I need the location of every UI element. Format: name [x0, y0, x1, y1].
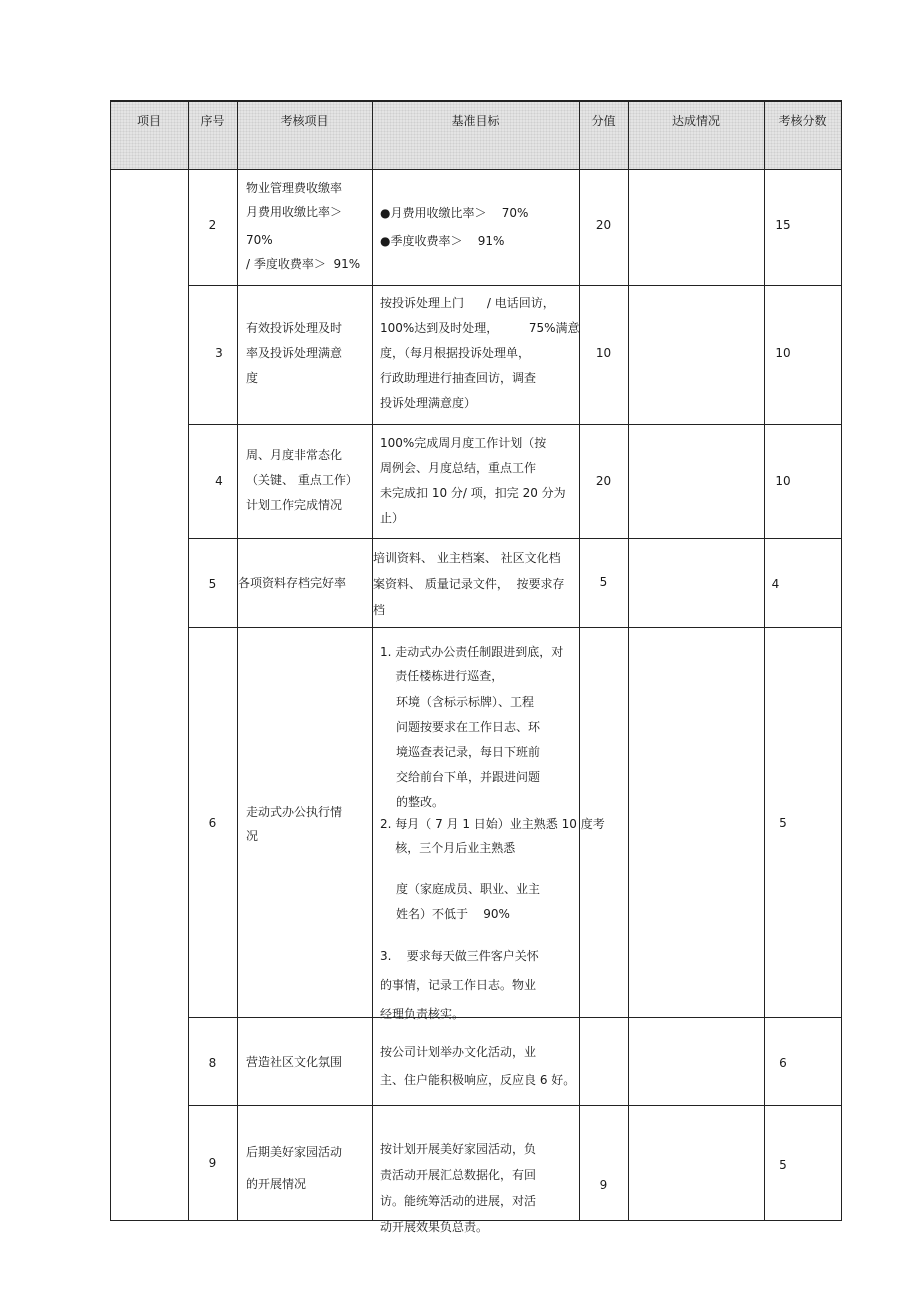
row-3-target: 按投诉处理上门 / 电话回访， 100%达到及时处理， 75%满意 度，（每月根据投诉处理单， 行政助理进行抽查回访，调查 投诉处理满意度）	[380, 296, 580, 410]
col-border	[372, 100, 373, 1221]
row-5-points: 5	[599, 575, 608, 589]
row-2-target: ●月费用收缴比率＞ 70% ●季度收费率＞ 91%	[380, 206, 529, 248]
row-3-score: 10	[775, 346, 791, 360]
row-6-target-part-4: 度（家庭成员、职业、业主 姓名）不低于 90%	[396, 882, 541, 921]
row-3-points: 10	[595, 346, 612, 360]
header-index: 序号	[200, 114, 225, 128]
row-6-index: 6	[208, 816, 217, 830]
row-6-target-part-3: 2. 每月（ 7 月 1 日始）业主熟悉 10 度考 核，三个月后业主熟悉	[380, 817, 605, 855]
row-3-item: 有效投诉处理及时 率及投诉处理满意 度	[246, 321, 343, 385]
row-divider	[188, 627, 842, 628]
row-4-points: 20	[595, 474, 612, 488]
row-4-item: 周、月度非常态化 （关键、 重点工作） 计划工作完成情况	[246, 448, 358, 512]
header-category: 项目	[136, 114, 161, 128]
row-8-index: 8	[208, 1056, 217, 1070]
row-6-score: 5	[779, 816, 787, 830]
row-9-score: 5	[779, 1158, 787, 1172]
row-divider	[188, 1105, 842, 1106]
row-2-item: 物业管理费收缴率 月费用收缴比率＞ 70% / 季度收费率＞ 91%	[246, 181, 361, 271]
row-2-points: 20	[595, 218, 612, 232]
col-border	[188, 100, 189, 1221]
row-divider	[188, 424, 842, 425]
row-divider	[188, 285, 842, 286]
row-5-target: 培训资料、 业主档案、 社区文化档 案资料、 质量记录文件， 按要求存 档	[373, 551, 565, 617]
header-score: 考核分数	[778, 114, 827, 128]
row-6-item: 走动式办公执行情 况	[246, 805, 343, 843]
row-4-score: 10	[775, 474, 791, 488]
row-3-index: 3	[215, 346, 223, 360]
header-item: 考核项目	[280, 114, 329, 128]
col-border	[628, 100, 629, 1221]
col-border	[579, 100, 580, 1221]
row-8-target: 按公司计划举办文化活动，业 主、住户能积极响应，反应良 6 好。	[380, 1045, 576, 1087]
row-4-target: 100%完成周月度工作计划（按 周例会、月度总结，重点工作 未完成扣 10 分/ 项，扣完 20 分为 止）	[380, 436, 566, 525]
row-5-score: 4	[771, 577, 780, 591]
row-5-index: 5	[208, 577, 217, 591]
header-points: 分值	[591, 114, 616, 128]
row-2-score: 15	[775, 218, 791, 232]
row-6-target-part-1: 1. 走动式办公责任制跟进到底，对 责任楼栋进行巡查，	[380, 645, 564, 683]
header-bottom-border	[110, 169, 842, 170]
table-top-border	[110, 100, 842, 102]
col-border	[764, 100, 765, 1221]
row-9-points: 9	[599, 1178, 608, 1192]
col-border	[841, 100, 842, 1221]
row-6-target-part-2: 环境（含标示标牌）、工程 问题按要求在工作日志、环 境巡查表记录，每日下班前 交给前台下单，并跟进问题 的整改。	[396, 695, 541, 809]
row-2-index: 2	[208, 218, 217, 232]
row-divider	[188, 538, 842, 539]
row-4-index: 4	[215, 474, 223, 488]
row-9-target: 按计划开展美好家园活动，负 责活动开展汇总数据化，有回 访。能统筹活动的进展，对活 动开展效果负总责。	[380, 1142, 537, 1234]
assessment-table	[110, 100, 842, 1234]
row-8-score: 6	[779, 1056, 787, 1070]
col-border	[110, 100, 111, 1221]
row-9-index: 9	[208, 1156, 217, 1170]
row-5-item: 各项资料存档完好率	[238, 576, 347, 590]
header-status: 达成情况	[671, 114, 720, 128]
header-row	[110, 100, 842, 170]
row-9-item: 后期美好家园活动 的开展情况	[246, 1145, 343, 1191]
header-target: 基准目标	[451, 114, 500, 128]
row-6-target-part-5: 3. 要求每天做三件客户关怀 的事情，记录工作日志。物业 经理负责核实。	[380, 949, 539, 1021]
col-border	[237, 100, 238, 1221]
row-8-item: 营造社区文化氛围	[246, 1055, 343, 1069]
